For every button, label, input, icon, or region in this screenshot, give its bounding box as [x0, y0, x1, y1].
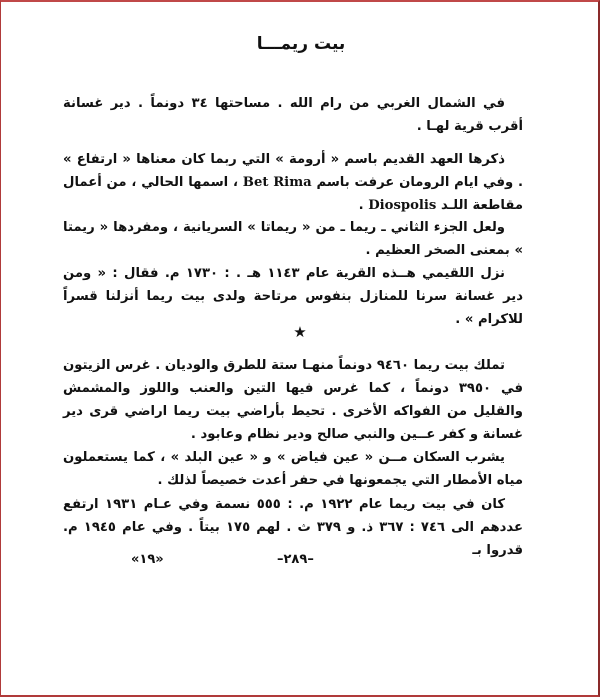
paragraph-text: يشرب السكان مــن « عين فياض » و « عين البلد » ، كما يستعملون مياه الأمطار التي يجمعونها في حفر أعدت خصيصاً لذلك . — [63, 450, 523, 488]
paragraph-text: كان في بيت ريما عام ١٩٢٢ م. : ٥٥٥ نسمة وفي عـام ١٩٣١ ارتفع عددهم الى ٧٤٦ : ٣٦٧ ذ. و ٣٧٩ ث . لهم ١٧٥ بيتاً . وفي عام ١٩٤٥ م. قدروا بـ — [63, 497, 523, 558]
section-number: «١٩» — [131, 552, 164, 567]
paragraph-water — [63, 446, 523, 492]
paragraph-land — [63, 354, 523, 446]
paragraph-text: تملك بيت ريما ٩٤٦٠ دونماً منهـا ستة للطرق والوديان . غرس الزيتون في ٣٩٥٠ دونماً ، كما غرس فيها التين والعنب واللوز والمشمش والقليل من الفواكه الأخرى . تحيط بأراضي بيت ريما اراضي قرى دير غسانة و كفر عــين والنبي صالح ودير نظام وعابود . — [63, 358, 523, 442]
paragraph-text: ، اسمها الحالي ، من أعمال مقاطعة اللـد — [63, 175, 523, 213]
paragraph-location — [63, 92, 523, 138]
paragraph-text: ذكرها العهد القديم باسم « أرومة » التي ربما كان معناها « ارتفاع » . وفي ايام الرومان عرفت باسم — [63, 152, 523, 190]
paragraph-text: نزل اللقيمي هــذه القرية عام ١١٤٣ هـ . : ١٧٣٠ م. فقال : « ومن دير غسانة سرنا للمنازل بنفوس مرتاحة ولدى بيت ريما أنزلنا قسراً للاكرام » . — [63, 266, 523, 327]
star-icon: ★ — [293, 323, 307, 341]
paragraph-text: في الشمال الغربي من رام الله . مساحتها ٣٤ دونماً . دير غسانة أقرب قرية لهـا . — [63, 96, 523, 134]
paragraph-etymology — [63, 216, 523, 262]
paragraph-history — [63, 148, 523, 217]
paragraph-luqaymi-quote — [63, 262, 523, 331]
page-title: بيت ريمـــا — [256, 34, 346, 54]
latin-name-bet-rima: Bet Rima — [242, 175, 312, 190]
paragraph-text: ولعل الجزء الثاني ـ ريما ـ من « ريماتا » السريانية ، ومفردها « ريمتا » بمعنى الصخر العظيم . — [63, 220, 523, 258]
paragraph-text: . — [358, 198, 364, 213]
latin-name-diospolis: Diospolis — [368, 198, 437, 213]
page-number: –٢٨٩– — [277, 552, 314, 567]
